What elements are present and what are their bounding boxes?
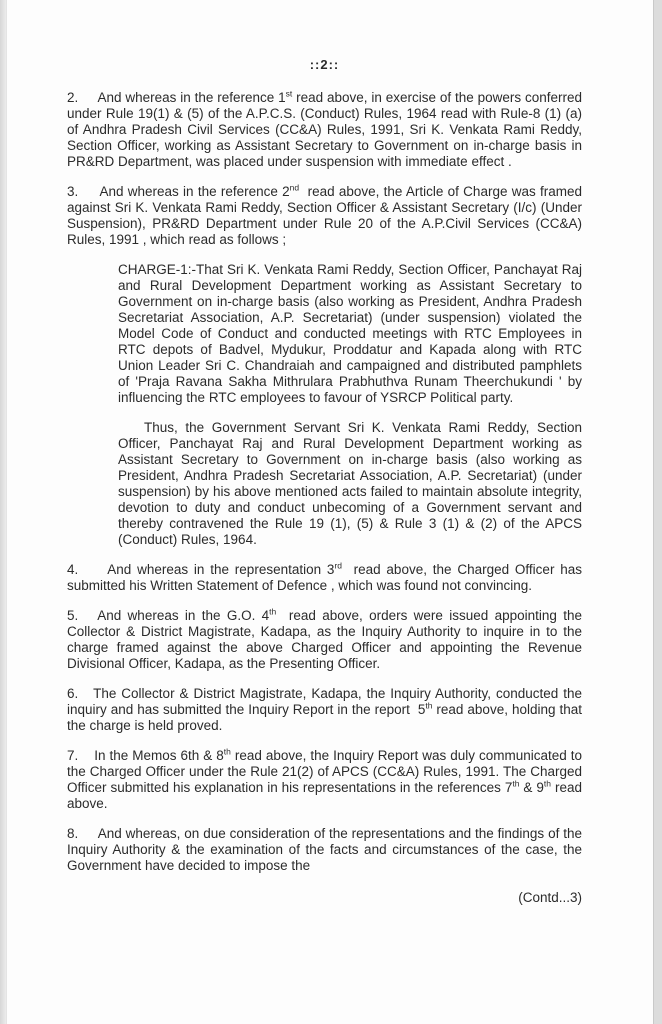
charge-conclusion-block: Thus, the Government Servant Sri K. Venkata Rami Reddy, Section Officer, Panchayat Raj and Rural Development Department working as Assistant Secretary to Government on in-charge basis (also working as President, Andhra Pradesh Secretariat Association, A.P. Secretariat) (under suspension) by his above mentioned acts failed to maintain absolute integrity, devotion to duty and conduct unbecoming of a Government servant and thereby contravened the Rule 19 (1), (5) & Rule 3 (1) & (2) of the APCS (Conduct) Rules, 1964. — [118, 420, 582, 547]
scan-edge-left — [0, 0, 7, 1024]
ordinal-superscript: st — [285, 88, 293, 99]
ordinal-superscript: nd — [289, 182, 300, 193]
paragraph-3: 3. And whereas in the reference 2nd read above, the Article of Charge was framed against Sri K. Venkata Rami Reddy, Section Officer & Assistant Secretary (I/c) (Under Suspension), PR&RD Department under Rule 20 of the A.P.Civil Services (CC&A) Rules, 1991 , which read as follows ; — [67, 182, 582, 247]
document-body — [67, 57, 582, 906]
scan-edge-right — [653, 0, 662, 1024]
ordinal-superscript: rd — [334, 560, 342, 571]
ordinal-superscript: th — [512, 778, 520, 789]
ordinal-superscript: th — [543, 778, 552, 789]
paragraph-2: 2. And whereas in the reference 1st read above, in exercise of the powers conferred under Rule 19(1) & (5) of the A.P.C.S. (Conduct) Rules, 1964 read with Rule-8 (1) (a) of Andhra Pradesh Civil Services (CC&A) Rules, 1991, Sri K. Venkata Rami Reddy, Section Officer, working as Assistant Secretary to Government on in-charge basis in PR&RD Department, was placed under suspension with immediate effect . — [67, 88, 582, 169]
paragraph-5: 5. And whereas in the G.O. 4th read above, orders were issued appointing the Collector & District Magistrate, Kadapa, as the Inquiry Authority to inquire in to the charge framed against the above Charged Officer and appointing the Revenue Divisional Officer, Kadapa, as the Presenting Officer. — [67, 606, 582, 671]
ordinal-superscript: th — [269, 606, 277, 617]
paragraph-4: 4. And whereas in the representation 3rd read above, the Charged Officer has submitted his Written Statement of Defence , which was found not convincing. — [67, 560, 583, 593]
paragraph-6: 6. The Collector & District Magistrate, Kadapa, the Inquiry Authority, conducted the inquiry and has submitted the Inquiry Report in the report 5th read above, holding that the charge is held proved. — [67, 686, 582, 733]
continuation-note: (Contd...3) — [518, 890, 582, 905]
ordinal-superscript: th — [223, 746, 231, 757]
paragraph-7: 7. In the Memos 6th & 8th read above, the Inquiry Report was duly communicated to the Charged Officer under the Rule 21(2) of APCS (CC&A) Rules, 1991. The Charged Officer submitted his explanation in his representations in the references 7th & 9th read above. — [67, 746, 583, 811]
charge-1-block: CHARGE-1:-That Sri K. Venkata Rami Reddy, Section Officer, Panchayat Raj and Rural Development Department working as Assistant Secretary to Government on in-charge basis (also working as President, Andhra Pradesh Secretariat Association, A.P. Secretariat) (under suspension) violated the Model Code of Conduct and conducted meetings with RTC Employees in RTC depots of Badvel, Mydukur, Proddatur and Kapada along with RTC Union Leader Sri C. Chandraiah and campaigned and distributed pamphlets of 'Praja Ravana Sakha Mithrulara Prabhuthva Runam Theerchukundi ' by influencing the RTC employees to favour of YSRCP Political party. — [118, 262, 582, 405]
page-number-header: ::2:: — [309, 57, 340, 72]
ordinal-superscript: th — [425, 700, 433, 711]
paragraph-8: 8. And whereas, on due consideration of the representations and the findings of the Inquiry Authority & the examination of the facts and circumstances of the case, the Government have decided to impose the — [67, 826, 582, 873]
